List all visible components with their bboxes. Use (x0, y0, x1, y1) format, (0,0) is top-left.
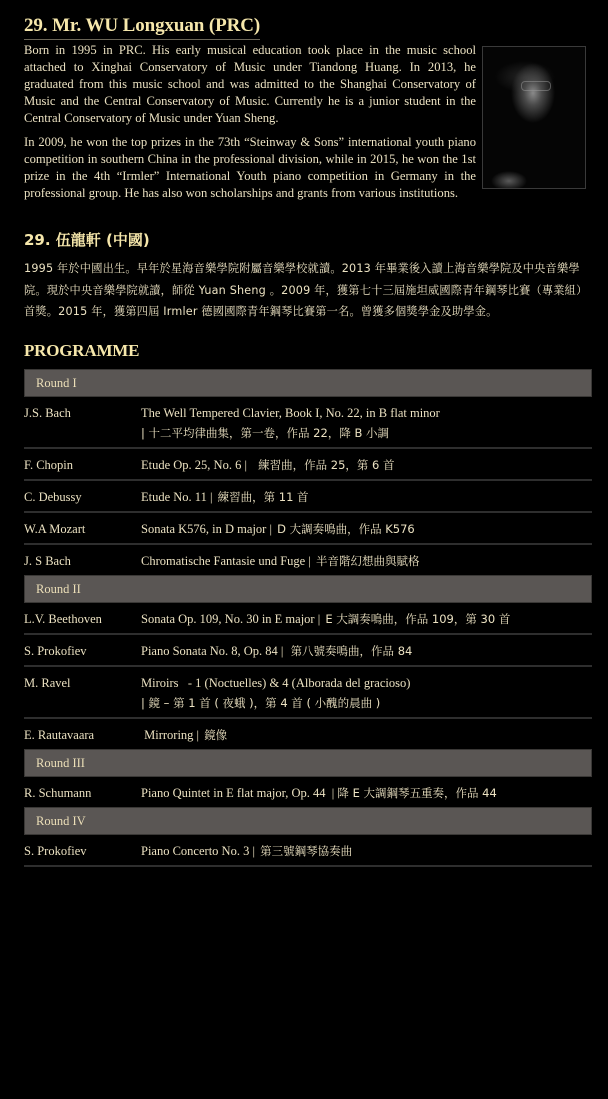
round-header: Round III (24, 749, 592, 777)
programme-table (24, 369, 592, 867)
work-title (141, 609, 592, 629)
work-title-zh: 第八號奏鳴曲，作品 84 (290, 644, 413, 658)
work-title-zh: D 大調奏鳴曲，作品 K576 (277, 522, 415, 536)
round-header: Round II (24, 575, 592, 603)
programme-row (24, 449, 592, 481)
work-title (141, 641, 592, 661)
programme-row (24, 397, 592, 449)
work-title (141, 455, 592, 475)
work-title-en: Chromatische Fantasie und Fuge | (141, 554, 311, 568)
programme-row (24, 545, 592, 575)
programme-title: PROGRAMME (24, 341, 140, 360)
round-header: Round I (24, 369, 592, 397)
work-title-zh: | 鏡 – 第 1 首 ( 夜蛾 )，第 4 首 ( 小醜的晨曲 ) (141, 696, 381, 710)
programme-row (24, 777, 592, 807)
work-title-en: Sonata Op. 109, No. 30 in E major | (141, 612, 321, 626)
programme-row (24, 835, 592, 867)
competitor-title-en: 29. Mr. WU Longxuan (PRC) (24, 14, 260, 40)
work-title (141, 783, 592, 803)
programme-row (24, 667, 592, 719)
bio-paragraph: In 2009, he won the top prizes in the 73th “Steinway & Sons” international youth piano competition in southern China in the professional division, while in 2015, he won the 1st prize in the 4th “Irmler” International Youth piano competition in Germany in the professional group. He has also won scholarships and grants from various institutions. (24, 135, 476, 200)
work-title-zh: | 十二平均律曲集，第一卷，作品 22，降 B 小調 (141, 426, 390, 440)
programme-row (24, 513, 592, 545)
work-title (141, 403, 592, 443)
work-title-zh: 鏡像 (204, 728, 228, 742)
work-title-en: Mirroring | (141, 728, 200, 742)
work-title-zh: 降 E 大調鋼琴五重奏，作品 44 (337, 786, 497, 800)
work-title (141, 673, 592, 713)
composer-name: R. Schumann (24, 786, 92, 800)
composer-name: L.V. Beethoven (24, 612, 102, 626)
work-title-en: Piano Sonata No. 8, Op. 84 | (141, 644, 284, 658)
composer-name: F. Chopin (24, 458, 74, 472)
programme-row (24, 481, 592, 513)
programme-row (24, 603, 592, 635)
work-title-en: Piano Quintet in E flat major, Op. 44 | (141, 786, 335, 800)
work-title (141, 725, 592, 745)
programme-row (24, 719, 592, 749)
work-title-en: Sonata K576, in D major | (141, 522, 272, 536)
portrait-glasses-detail (521, 81, 551, 91)
composer-name: S. Prokofiev (24, 644, 87, 658)
round-header: Round IV (24, 807, 592, 835)
competitor-title-zh: 29. 伍龍軒 (中國) (24, 231, 150, 249)
work-title-zh: E 大調奏鳴曲，作品 109，第 30 首 (325, 612, 511, 626)
composer-name: E. Rautavaara (24, 728, 95, 742)
work-title-en: Etude No. 11 | (141, 490, 213, 504)
work-title-zh: 練習曲，第 11 首 (217, 490, 309, 504)
composer-name: C. Debussy (24, 490, 82, 504)
programme-row (24, 635, 592, 667)
portrait-photo (482, 46, 586, 189)
work-title (141, 841, 592, 861)
competitor-bio-en (24, 42, 476, 209)
composer-name: M. Ravel (24, 676, 71, 690)
composer-name: J.S. Bach (24, 406, 71, 420)
work-title (141, 551, 592, 571)
work-title-en: Miroirs - 1 (Noctuelles) & 4 (Alborada del gracioso) (141, 676, 411, 690)
work-title-en: Etude Op. 25, No. 6 | (141, 458, 247, 472)
work-title (141, 487, 592, 507)
competitor-bio-zh: 1995 年於中國出生。早年於星海音樂學院附屬音樂學校就讀。2013 年畢業後入讀上海音樂學院及中央音樂學院。現於中央音樂學院就讀，師從 Yuan Sheng 。2009 年，獲第七十三屆施坦威國際青年鋼琴比賽（專業組）首獎。2015 年，獲第四屆 Irmler 德國國際青年鋼琴比賽第一名。曾獲多個獎學金及助學金。 (24, 262, 588, 318)
work-title (141, 519, 592, 539)
work-title-en: The Well Tempered Clavier, Book I, No. 22, in B flat minor (141, 406, 440, 420)
work-title-en: Piano Concerto No. 3 | (141, 844, 255, 858)
composer-name: J. S Bach (24, 554, 71, 568)
work-title-zh: 練習曲，作品 25，第 6 首 (258, 458, 395, 472)
work-title-zh: 半音階幻想曲與賦格 (315, 554, 420, 568)
bio-paragraph: Born in 1995 in PRC. His early musical education took place in the music school attached to Xinghai Conservatory of Music under Tiandong Huang. In 2013, he graduated from this music school and was admitted to the Shanghai Conservatory of Music and the Central Conservatory of Music. Currently he is a junior student in the Central Conservatory of Music under Yuan Sheng. (24, 43, 476, 125)
composer-name: W.A Mozart (24, 522, 86, 536)
work-title-zh: 第三號鋼琴協奏曲 (260, 844, 353, 858)
composer-name: S. Prokofiev (24, 844, 87, 858)
